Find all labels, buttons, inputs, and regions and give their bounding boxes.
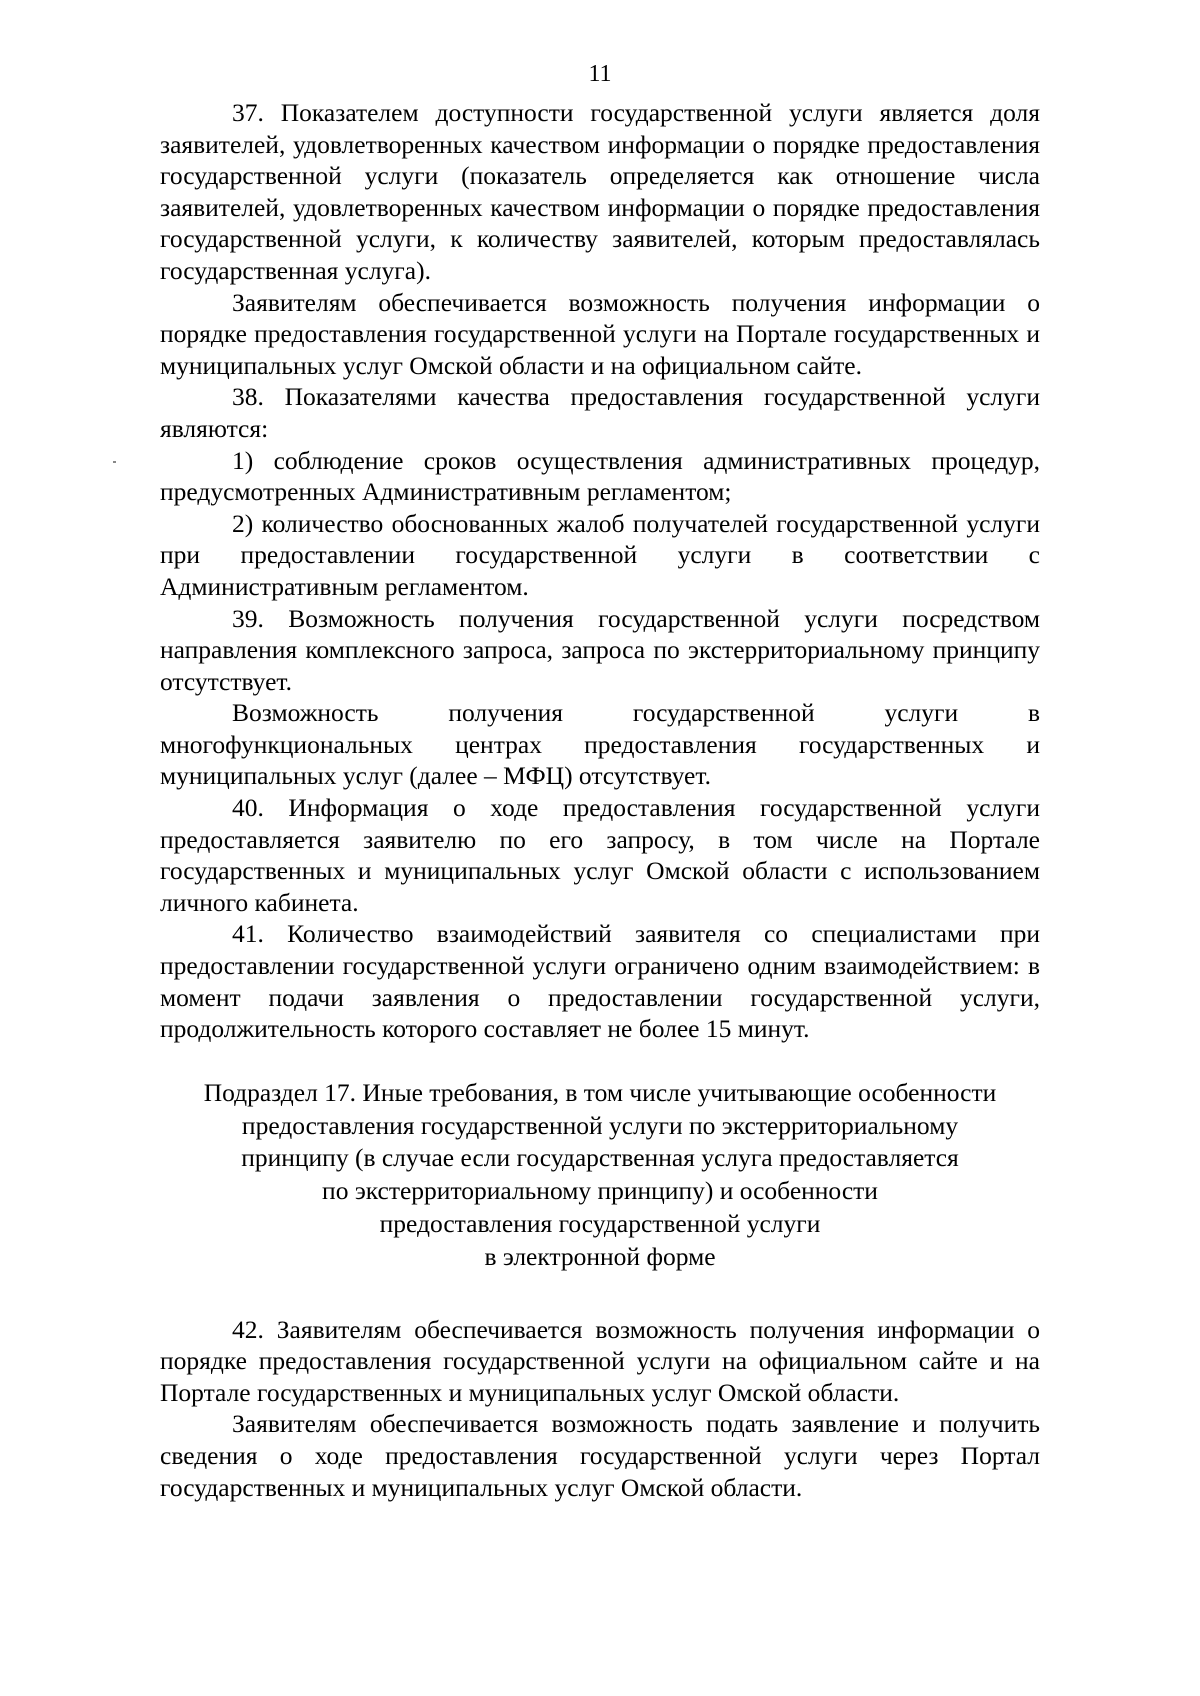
- paragraph-39-mfc: Возможность получения государственной услуги в многофункциональных центрах предоставления государственных и муниципальных услуг (далее – МФЦ) отсутствует.: [160, 698, 1040, 791]
- section-spacer: [160, 1274, 1040, 1314]
- heading-line: в электронной форме: [484, 1241, 716, 1271]
- paragraph-40: 40. Информация о ходе предоставления государственной услуги предоставляется заявителю по его запросу, в том числе на Портале государственных и муниципальных услуг Омской области с использованием личного кабинета.: [160, 793, 1040, 917]
- heading-line: принципу (в случае если государственная услуга предоставляется: [241, 1143, 959, 1173]
- heading-line: предоставления государственной услуги по экстерриториальному: [241, 1110, 959, 1140]
- paragraph-41: 41. Количество взаимодействий заявителя со специалистами при предоставлении государственной услуги ограничено одним взаимодействием: в момент подачи заявления о предоставлении государственной услуги, продолжительность которого составляет не более 15 минут.: [160, 919, 1040, 1044]
- subsection-heading: [160, 1077, 1040, 1274]
- paragraph-37-info: Заявителям обеспечивается возможность получения информации о порядке предоставления государственной услуги на Портале государственных и муниципальных услуг Омской области и на официальном сайте.: [160, 287, 1040, 380]
- scan-speck: [113, 461, 116, 463]
- paragraph-37: 37. Показателем доступности государственной услуги является доля заявителей, удовлетворенных качеством информации о порядке предоставления государственной услуги (показатель определяется как отношение числа заявителей, удовлетворенных качеством информации о порядке предоставления государственной услуги, к количеству заявителей, которым предоставлялась государственная услуга).: [160, 98, 1040, 285]
- heading-line: предоставления государственной услуги: [379, 1209, 821, 1238]
- page-number: 11: [588, 61, 612, 87]
- paragraph-42: 42. Заявителям обеспечивается возможность получения информации о порядке предоставления государственной услуги на официальном сайте и на Портале государственных и муниципальных услуг Омской области.: [160, 1314, 1040, 1407]
- document-body: [160, 97, 1040, 1503]
- heading-line: по экстерриториальному принципу) и особенности: [322, 1176, 878, 1206]
- paragraph-38: 38. Показателями качества предоставления государственной услуги являются:: [160, 382, 1040, 443]
- heading-line: Подраздел 17. Иные требования, в том числе учитывающие особенности: [203, 1077, 997, 1107]
- list-item-2: 2) количество обоснованных жалоб получателей государственной услуги при предоставлении государственной услуги в соответствии с Административным регламентом.: [160, 508, 1040, 601]
- paragraph-39: 39. Возможность получения государственной услуги посредством направления комплексного запроса, запроса по экстерриториальному принципу отсутствует.: [160, 603, 1040, 696]
- paragraph-42-portal: Заявителям обеспечивается возможность подать заявление и получить сведения о ходе предоставления государственной услуги через Портал государственных и муниципальных услуг Омской области.: [160, 1409, 1040, 1502]
- list-item-1: 1) соблюдение сроков осуществления административных процедур, предусмотренных Административным регламентом;: [160, 445, 1040, 507]
